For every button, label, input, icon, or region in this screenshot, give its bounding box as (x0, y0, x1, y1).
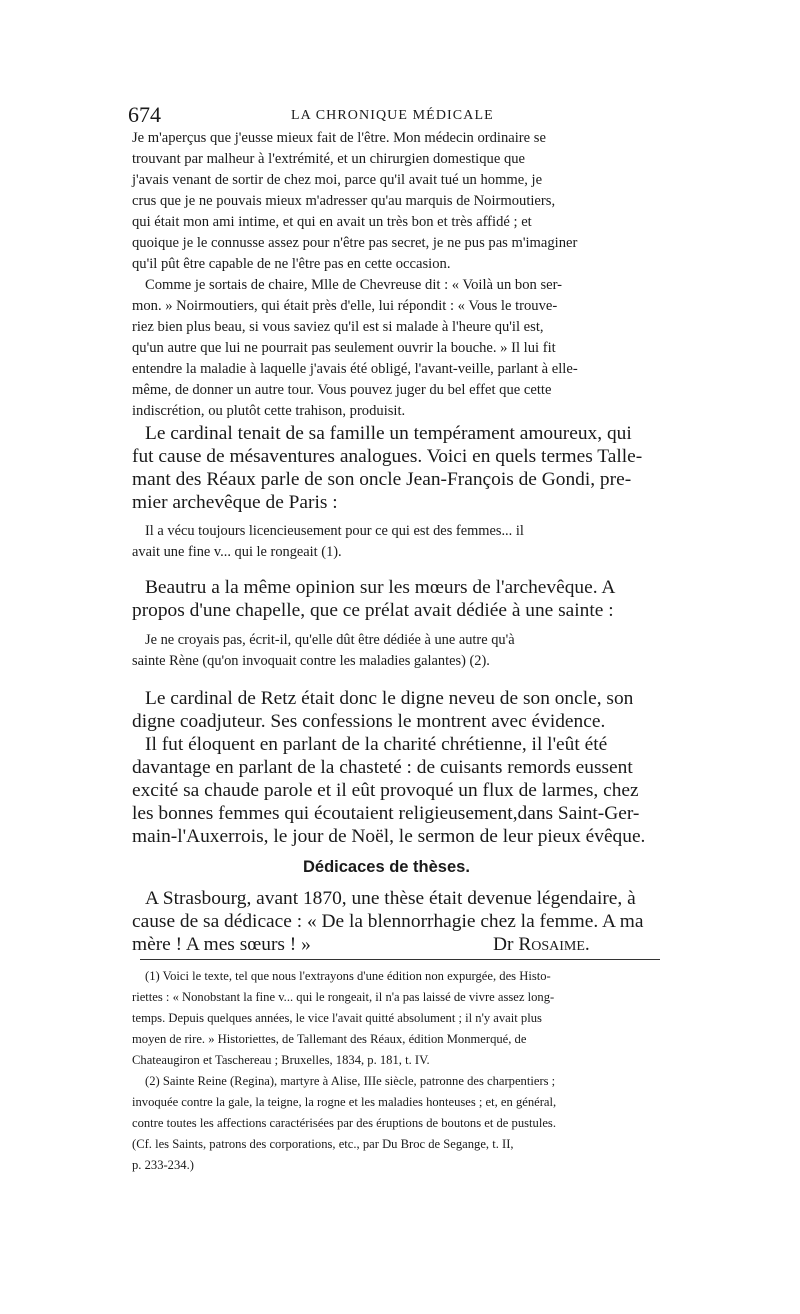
body-line: mant des Réaux parle de son oncle Jean-François de Gondi, pre- (132, 469, 632, 490)
body-line: propos d'une chapelle, que ce prélat avait dédiée à une sainte : (132, 600, 614, 621)
page-header (128, 100, 673, 130)
body-line: main-l'Auxerrois, le jour de Noël, le sermon de leur pieux évêque. (132, 826, 646, 847)
footnote-line: contre toutes les affections caractérisées par des éruptions de boutons et de pustules. (132, 1116, 556, 1130)
quotation-line: j'avais venant de sortir de chez moi, parce qu'il avait tué un homme, je (132, 172, 543, 188)
footnote-line: invoquée contre la gale, la teigne, la rogne et les maladies honteuses ; et, en général, (132, 1095, 557, 1109)
block-quote-line: sainte Rène (qu'on invoquait contre les maladies galantes) (2). (132, 653, 490, 669)
footnote-line: moyen de rire. » Historiettes, de Tallemant des Réaux, édition Monmerqué, de (132, 1032, 527, 1046)
body-line: Beautru a la même opinion sur les mœurs de l'archevêque. A (145, 577, 616, 598)
quotation-line: crus que je ne pouvais mieux m'adresser qu'au marquis de Noirmoutiers, (132, 193, 556, 209)
page-number: 674 (128, 102, 161, 127)
quotation-line: indiscrétion, ou plutôt cette trahison, produisit. (132, 403, 406, 419)
quotation-line: quoique je le connusse assez pour n'être pas secret, je ne pus pas m'imaginer (132, 235, 578, 251)
body-line: Il fut éloquent en parlant de la charité chrétienne, il l'eût été (145, 734, 608, 755)
quotation-line: Je m'aperçus que j'eusse mieux fait de l'être. Mon médecin ordinaire se (132, 130, 546, 146)
quotation-line: mon. » Noirmoutiers, qui était près d'elle, lui répondit : « Vous le trouve- (132, 298, 558, 314)
block-quote-line: avait une fine v... qui le rongeait (1). (132, 544, 342, 560)
quotation-line: qu'un autre que lui ne pourrait pas seulement ouvrir la bouche. » Il lui fit (132, 340, 556, 356)
body-line: Le cardinal tenait de sa famille un tempérament amoureux, qui (145, 423, 632, 444)
body-line: cause de sa dédicace : « De la blennorrhagie chez la femme. A ma (132, 911, 644, 932)
signature-title: Dr (493, 934, 514, 955)
quotation-line: qu'il pût être capable de ne l'être pas en cette occasion. (132, 256, 451, 272)
signature-name: Rosaime. (518, 934, 590, 955)
footnote-line: Chateaugiron et Taschereau ; Bruxelles, 1834, p. 181, t. IV. (132, 1053, 430, 1067)
body-line: A Strasbourg, avant 1870, une thèse était devenue légendaire, à (145, 888, 636, 909)
body-line: mère ! A mes sœurs ! » (132, 934, 311, 955)
block-quote-line: Il a vécu toujours licencieusement pour ce qui est des femmes... il (145, 523, 524, 539)
body-line: davantage en parlant de la chasteté : de cuisants remords eussent (132, 757, 633, 778)
author-signature (493, 934, 590, 956)
footnote-line: (1) Voici le texte, tel que nous l'extrayons d'une édition non expurgée, des Histo- (145, 969, 551, 983)
footnote-divider (140, 959, 660, 960)
quotation-line: riez bien plus beau, si vous saviez qu'il est si malade à l'heure qu'il est, (132, 319, 544, 335)
block-quote-line: Je ne croyais pas, écrit-il, qu'elle dût être dédiée à une autre qu'à (145, 632, 515, 648)
body-line: mier archevêque de Paris : (132, 492, 338, 513)
body-line: digne coadjuteur. Ses confessions le montrent avec évidence. (132, 711, 606, 732)
body-line: fut cause de mésaventures analogues. Voici en quels termes Talle- (132, 446, 643, 467)
footnote-line: (2) Sainte Reine (Regina), martyre à Alise, IIIe siècle, patronne des charpentiers ; (145, 1074, 556, 1088)
running-head: LA CHRONIQUE MÉDICALE (291, 108, 494, 123)
quotation-line: même, de donner un autre tour. Vous pouvez juger du bel effet que cette (132, 382, 552, 398)
body-line: Le cardinal de Retz était donc le digne neveu de son oncle, son (145, 688, 634, 709)
quotation-line: qui était mon ami intime, et qui en avait un très bon et très affidé ; et (132, 214, 532, 230)
body-line: excité sa chaude parole et il eût provoqué un flux de larmes, chez (132, 780, 639, 801)
footnote-line: p. 233-234.) (132, 1158, 194, 1172)
quotation-line: entendre la maladie à laquelle j'avais été obligé, l'avant-veille, parlant à elle- (132, 361, 578, 377)
quotation-line: trouvant par malheur à l'extrémité, et un chirurgien domestique que (132, 151, 526, 167)
body-line: les bonnes femmes qui écoutaient religieusement,dans Saint-Ger- (132, 803, 640, 824)
section-heading: Dédicaces de thèses. (303, 858, 470, 876)
footnote-line: (Cf. les Saints, patrons des corporations, etc., par Du Broc de Segange, t. II, (132, 1137, 514, 1151)
quotation-line: Comme je sortais de chaire, Mlle de Chevreuse dit : « Voilà un bon ser- (145, 277, 563, 293)
footnote-line: temps. Depuis quelques années, le vice l'avait quitté absolument ; il n'y avait plus (132, 1011, 542, 1025)
footnote-line: riettes : « Nonobstant la fine v... qui le rongeait, il n'a pas laissé de vivre assez long- (132, 990, 555, 1004)
